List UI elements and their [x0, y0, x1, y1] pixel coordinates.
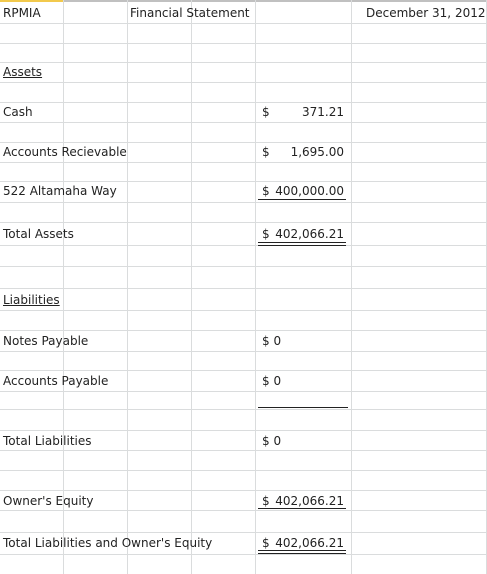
total-liabilities-label[interactable]: Total Liabilities — [3, 434, 92, 448]
liabilities-heading[interactable]: Liabilities — [3, 293, 60, 307]
statement-date[interactable]: December 31, 2012 — [366, 6, 486, 20]
grand-total-amount[interactable]: 402,066.21 — [275, 536, 344, 550]
gridline-row — [0, 266, 487, 267]
liability-label-accounts[interactable]: Accounts Payable — [3, 374, 109, 388]
total-assets-amount[interactable]: 402,066.21 — [275, 227, 344, 241]
owners-equity-currency: $ — [262, 494, 270, 508]
grand-total-double-underline — [258, 550, 346, 551]
asset-label-property[interactable]: 522 Altamaha Way — [3, 184, 117, 198]
gridline-row — [0, 288, 487, 289]
asset-amount-cash[interactable]: 371.21 — [302, 105, 344, 119]
gridline-col — [127, 0, 128, 574]
gridline-row — [0, 470, 487, 471]
asset-currency-receivable: $ — [262, 145, 270, 159]
gridline-row — [0, 62, 487, 63]
gridline-row — [0, 310, 487, 311]
owners-equity-label[interactable]: Owner's Equity — [3, 494, 94, 508]
asset-currency-cash: $ — [262, 105, 270, 119]
grand-total-label[interactable]: Total Liabilities and Owner's Equity — [3, 536, 213, 550]
asset-currency-property: $ — [262, 184, 270, 198]
total-assets-currency: $ — [262, 227, 270, 241]
statement-title[interactable]: Financial Statement — [130, 6, 250, 20]
grand-total-double-underline — [258, 553, 346, 554]
total-assets-double-underline — [258, 245, 346, 246]
liability-value-notes[interactable]: $ 0 — [262, 334, 282, 348]
gridline-row — [0, 43, 487, 44]
gridline-col — [255, 0, 256, 574]
gridline-col — [63, 0, 64, 574]
total-assets-label[interactable]: Total Assets — [3, 227, 74, 241]
org-name[interactable]: RPMIA — [3, 6, 41, 20]
total-assets-double-underline — [258, 242, 346, 243]
asset-label-cash[interactable]: Cash — [3, 105, 33, 119]
grand-total-currency: $ — [262, 536, 270, 550]
gridline-row — [0, 102, 487, 103]
gridline-row — [0, 202, 487, 203]
liabilities-subtotal-line — [258, 407, 348, 408]
asset-amount-receivable[interactable]: 1,695.00 — [290, 145, 344, 159]
gridline-row — [0, 245, 487, 246]
asset-amount-property[interactable]: 400,000.00 — [275, 184, 344, 198]
owners-equity-underline — [258, 508, 346, 509]
gridline-row — [0, 409, 487, 410]
gridline-row — [0, 82, 487, 83]
gridline-row — [0, 554, 487, 555]
owners-equity-amount[interactable]: 402,066.21 — [275, 494, 344, 508]
total-liabilities-value[interactable]: $ 0 — [262, 434, 282, 448]
asset-label-receivable[interactable]: Accounts Recievable — [3, 145, 127, 159]
gridline-col — [191, 0, 192, 574]
gridline-row — [0, 122, 487, 123]
liability-label-notes[interactable]: Notes Payable — [3, 334, 89, 348]
subtotal-underline — [258, 199, 346, 200]
gridline-col — [351, 0, 352, 574]
assets-heading[interactable]: Assets — [3, 65, 43, 79]
liability-value-accounts[interactable]: $ 0 — [262, 374, 282, 388]
